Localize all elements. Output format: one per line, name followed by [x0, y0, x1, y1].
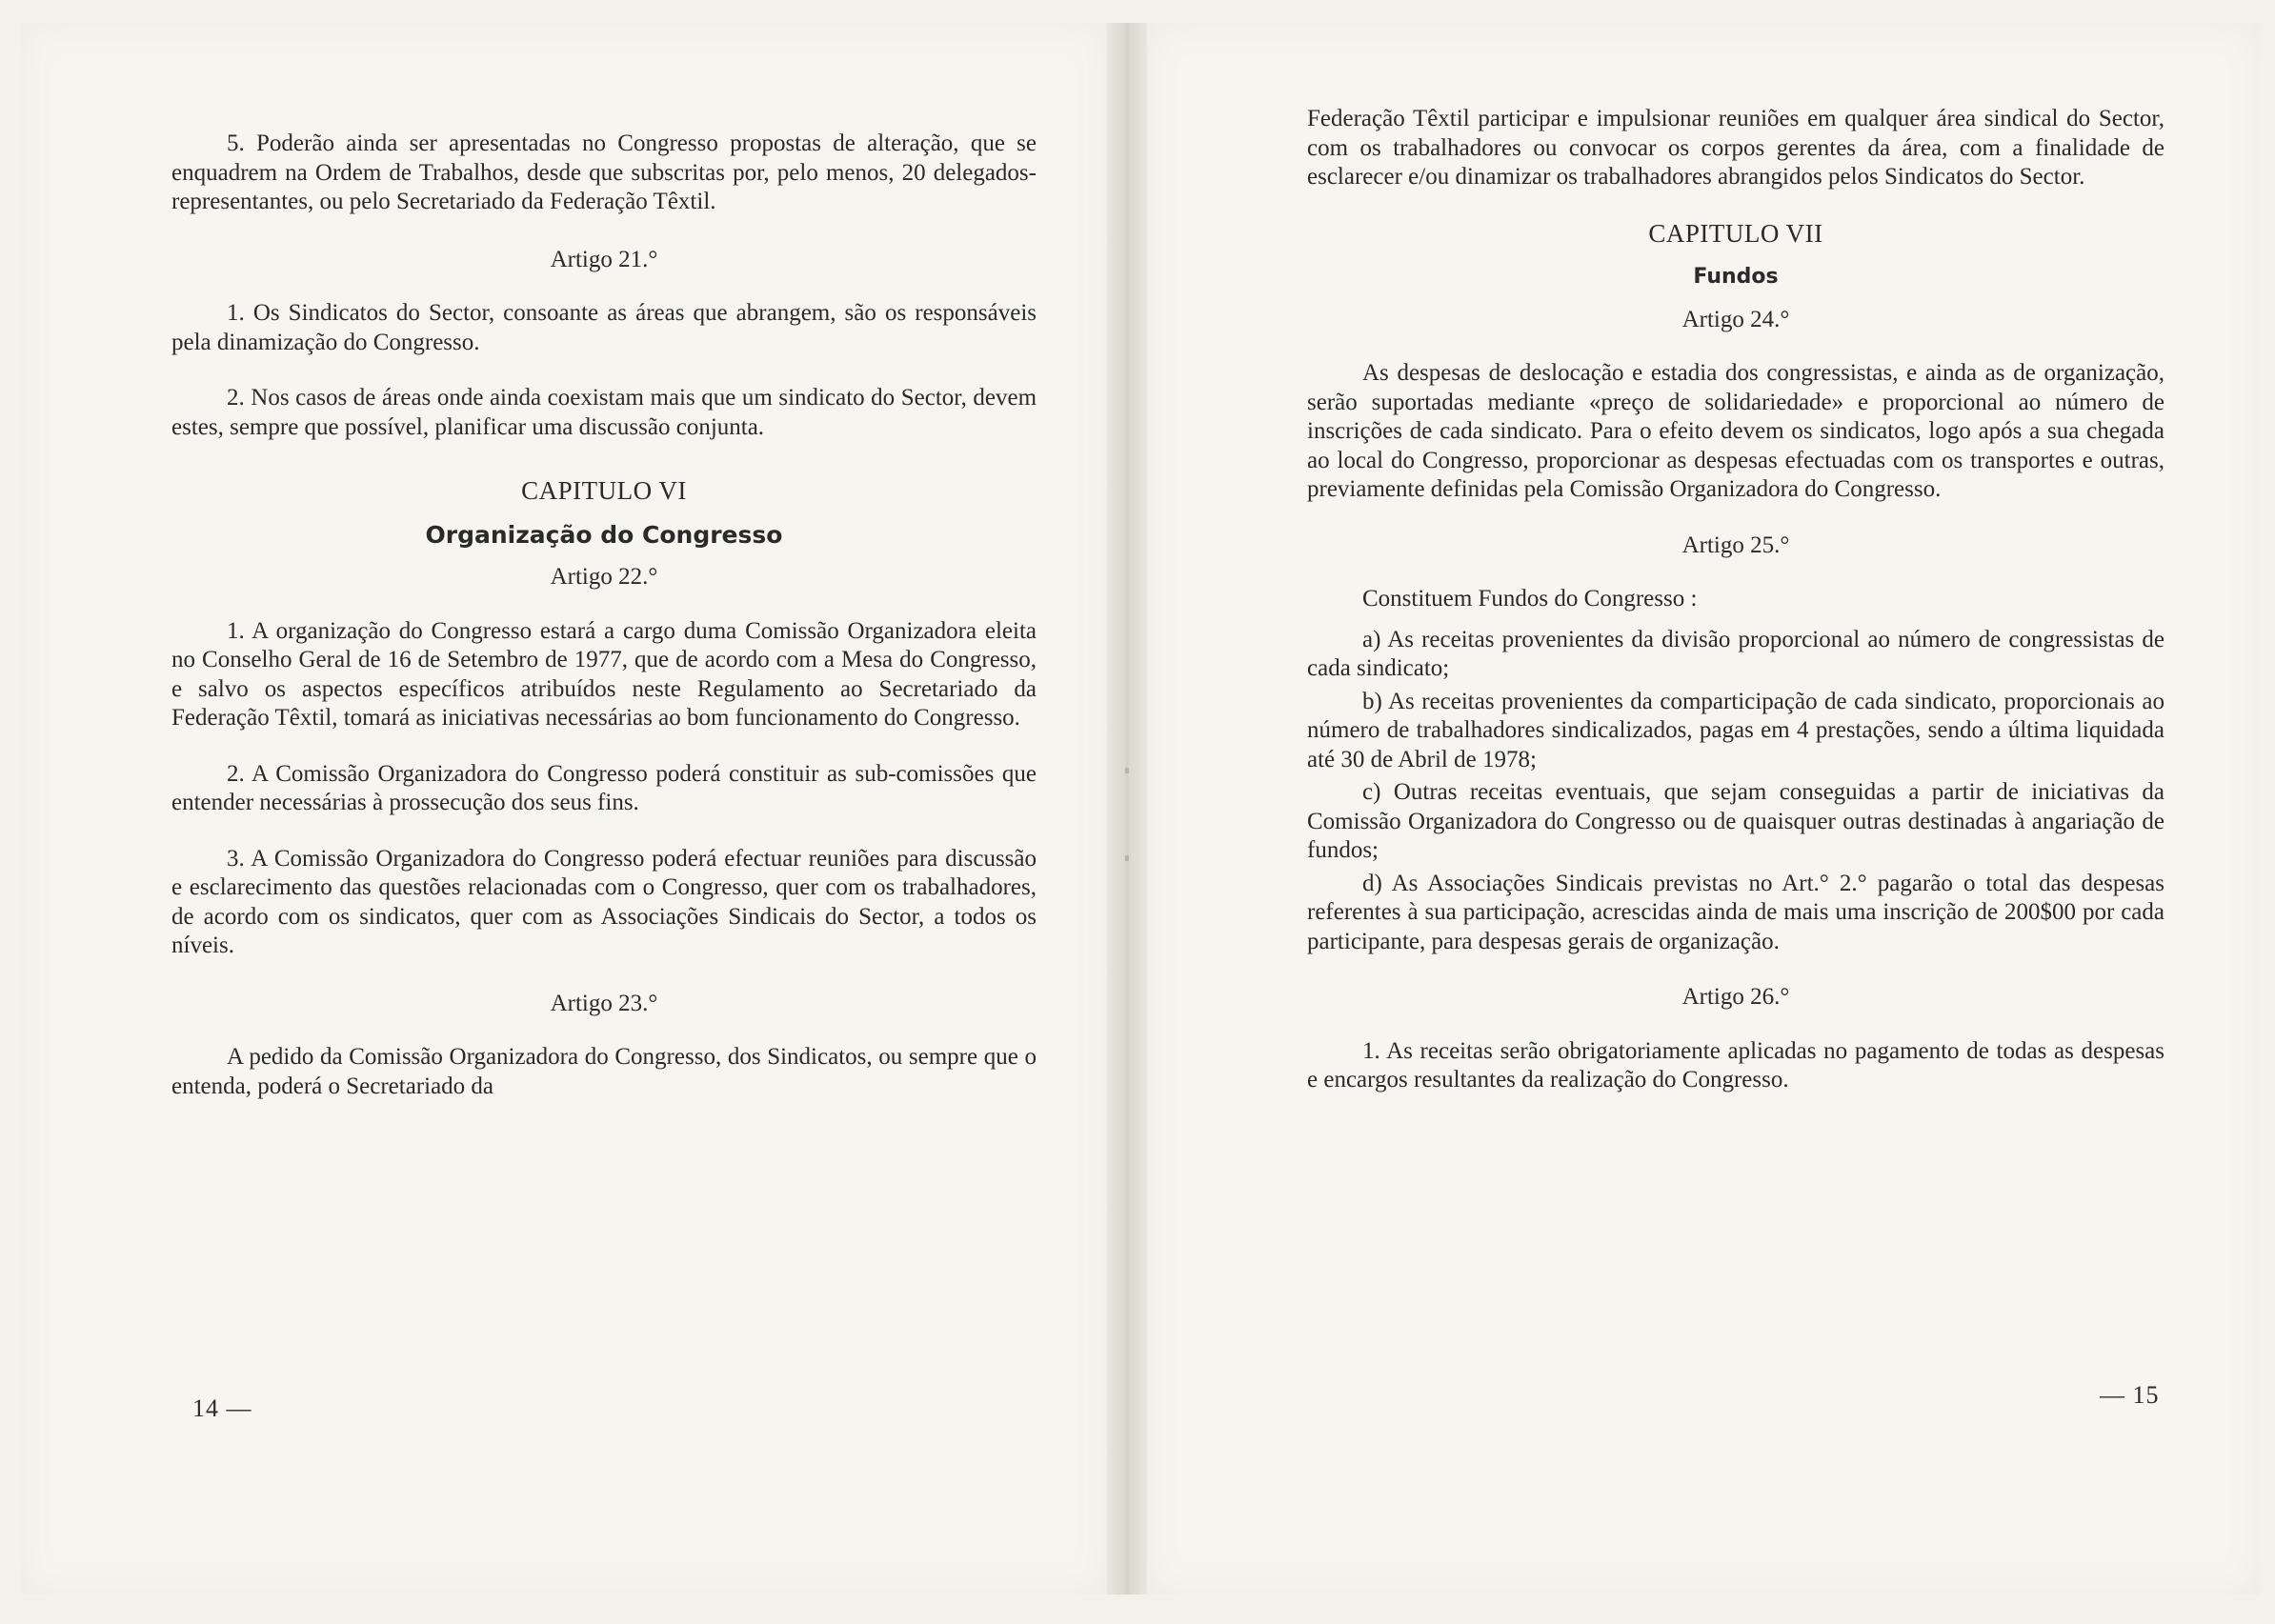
chapter-7-title: Fundos: [1693, 265, 1779, 289]
book-gutter: [1107, 23, 1147, 1594]
item-text: Nos casos de áreas onde ainda coexistam mais que um sindicato do Sector, devem estes, sempre que possível, planificar uma discussão conjunta.: [171, 385, 1037, 440]
article-25-item-a: [1307, 626, 2164, 684]
item-number: 5.: [227, 130, 245, 156]
item-text: A Comissão Organizadora do Congresso poderá efectuar reuniões para discussão e esclarecimento das questões relacionadas com o Congresso, quer com os trabalhadores, de acordo com os sindicatos, quer com as Associações Sindicais do Sector, a todos os níveis.: [171, 845, 1037, 958]
item-text: Poderão ainda ser apresentadas no Congresso propostas de alteração, que se enquadrem na Ordem de Trabalhos, desde que subscritas por, pelo menos, 20 delegados-representantes, ou pelo Secretariado da Federação Têxtil.: [171, 130, 1037, 214]
item-number: 2.: [227, 760, 245, 787]
article-21-item-2: [171, 384, 1037, 442]
staple-mark-top: [1125, 768, 1129, 773]
article-20-item-5: [171, 130, 1037, 217]
article-22-item-3: [171, 845, 1037, 961]
chapter-7-heading: CAPITULO VII: [1648, 218, 1823, 248]
article-22-item-2: [171, 760, 1037, 818]
item-letter: d): [1362, 870, 1382, 896]
item-text: Outras receitas eventuais, que sejam conseguidas a partir de iniciativas da Comissão Organizadora do Congresso ou de quaisquer outras destinadas à angariação de fundos;: [1307, 779, 2165, 863]
article-26-heading: Artigo 26.°: [1681, 984, 1790, 1010]
item-letter: b): [1362, 688, 1382, 714]
item-text: As receitas provenientes da comparticipação de cada sindicato, proporcionais ao número de trabalhadores sindicalizados, pagas em 4 prestações, sendo a última liquidada até 30 de Abril de 1978;: [1307, 688, 2164, 772]
chapter-6-title: Organização do Congresso: [425, 520, 783, 549]
left-page-text: [171, 130, 1037, 1128]
article-24-text: As despesas de deslocação e estadia dos congressistas, e ainda as de organização, serão suportadas mediante «preço de solidariedade» e proporcional ao número de inscrições de cada sindicato. Para o efeito devem os sindicatos, logo após a sua chegada ao local do Congresso, proporcionar as despesas efectuadas com os transportes e outras, previamente definidas pela Comissão Organizadora do Congresso.: [1307, 360, 2164, 502]
left-page: [21, 23, 1107, 1594]
article-21-heading: Artigo 21.°: [550, 246, 658, 272]
item-text: A Comissão Organizadora do Congresso poderá constituir as sub-comissões que entender necessárias à prossecução dos seus fins.: [171, 760, 1037, 815]
item-text: As receitas serão obrigatoriamente aplicadas no pagamento de todas as despesas e encargos resultantes da realização do Congresso.: [1307, 1037, 2165, 1093]
article-22-heading: Artigo 22.°: [550, 564, 658, 590]
item-number: 3.: [227, 845, 245, 872]
article-25-item-c: [1307, 778, 2164, 866]
staple-mark-bottom: [1125, 855, 1129, 861]
article-23-continuation: Federação Têxtil participar e impulsionar reuniões em qualquer área sindical do Sector, com os trabalhadores ou convocar os corpos gerentes da área, com a finalidade de esclarecer e/ou dinamizar os trabalhadores abrangidos pelos Sindicatos do Sector.: [1307, 106, 2164, 190]
article-26-item-1: [1307, 1037, 2164, 1095]
article-25-item-d: [1307, 870, 2164, 957]
chapter-6-heading: CAPITULO VI: [521, 476, 687, 505]
right-page: [1147, 23, 2260, 1594]
item-number: 2.: [227, 385, 245, 411]
item-text: As Associações Sindicais previstas no Art.° 2.° pagarão o total das despesas referentes à sua participação, acrescidas ainda de mais uma inscrição de 200$00 por cada participante, para despesas gerais de organização.: [1307, 870, 2165, 954]
article-23-text: A pedido da Comissão Organizadora do Congresso, dos Sindicatos, ou sempre que o entenda, poderá o Secretariado da: [171, 1044, 1037, 1099]
article-22-item-1: [171, 617, 1037, 733]
article-21-item-1: [171, 299, 1037, 357]
article-25-heading: Artigo 25.°: [1681, 531, 1790, 558]
item-text: Os Sindicatos do Sector, consoante as áreas que abrangem, são os responsáveis pela dinamização do Congresso.: [171, 300, 1037, 355]
item-letter: c): [1362, 779, 1381, 805]
item-number: 1.: [227, 300, 245, 326]
page-number-right: — 15: [2100, 1381, 2160, 1409]
item-number: 1.: [227, 617, 245, 644]
article-25-intro: Constituem Fundos do Congresso :: [1362, 586, 1698, 612]
item-letter: a): [1362, 626, 1381, 652]
article-24-heading: Artigo 24.°: [1681, 306, 1790, 332]
article-23-heading: Artigo 23.°: [550, 990, 658, 1016]
page-number-left: 14 —: [192, 1394, 252, 1422]
right-page-text: [1307, 105, 2164, 1122]
article-25-item-b: [1307, 688, 2164, 775]
item-number: 1.: [1362, 1037, 1380, 1064]
item-text: As receitas provenientes da divisão proporcional ao número de congressistas de cada sindicato;: [1307, 626, 2164, 681]
item-text: A organização do Congresso estará a cargo duma Comissão Organizadora eleita no Conselho Geral de 16 de Setembro de 1977, que de acordo com a Mesa do Congresso, e salvo os aspectos específicos atribuídos neste Regulamento ao Secretariado da Federação Têxtil, tomará as iniciativas necessárias ao bom funcionamento do Congresso.: [171, 617, 1037, 731]
